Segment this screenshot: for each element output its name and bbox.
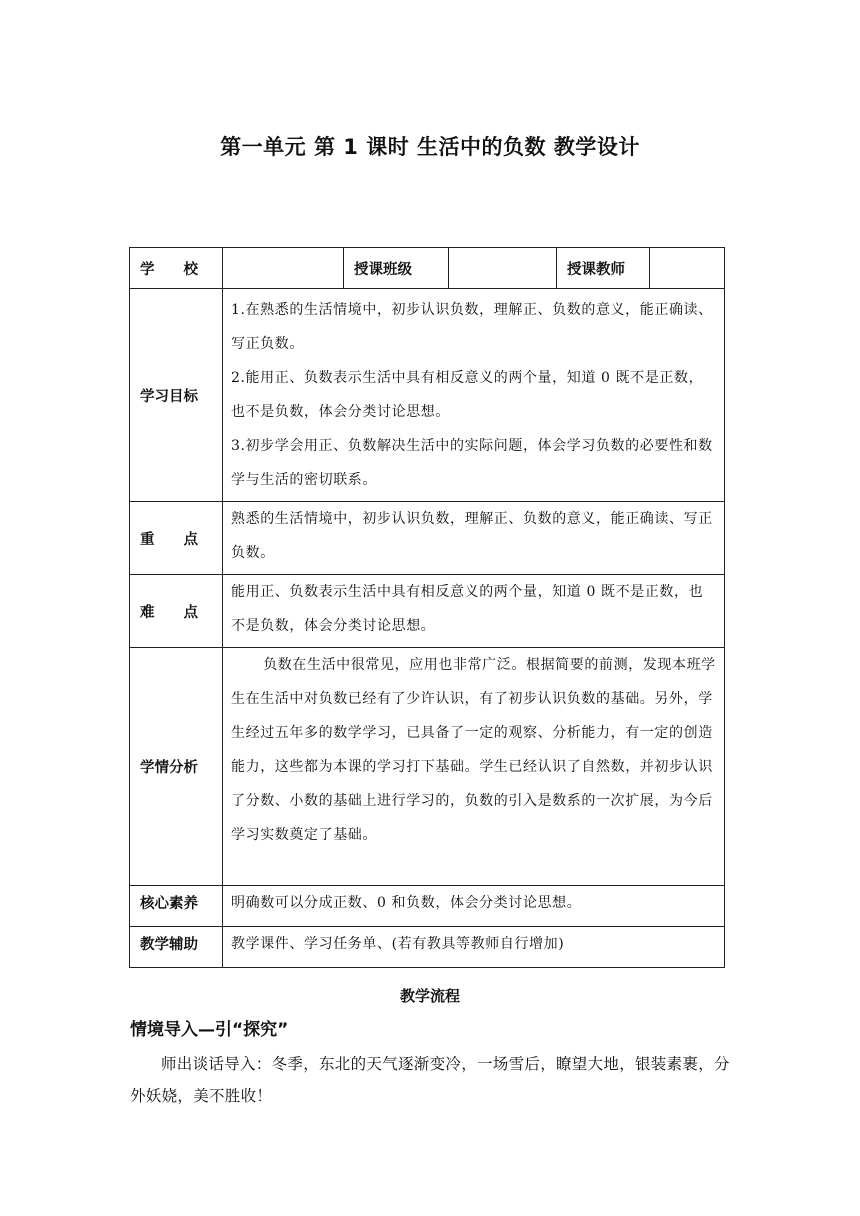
analysis-content-cell	[223, 648, 725, 886]
aids-label-cell	[130, 927, 223, 968]
analysis-text: 负数在生活中很常见，应用也非常广泛。根据简要的前测，发现本班学生在生活中对负数已经有了少许认识，有了初步认识负数的基础。另外，学生经过五年多的数学学习，已具备了一定的观察、分析能力，有一定的创造能力，这些都为本课的学习打下基础。学生已经认识了自然数，并初步认识了分数、小数的基础上进行学习的，负数的引入是数系的一次扩展，为今后学习实数奠定了基础。	[231, 657, 716, 843]
teaching-flow-title: 教学流程	[399, 987, 460, 1005]
key-point-label-char-2: 点	[183, 531, 198, 548]
aids-row	[130, 927, 725, 968]
difficulty-row	[130, 575, 725, 648]
difficulty-content-cell	[223, 575, 725, 648]
aids-text: 教学课件、学习任务单、(若有教具等教师自行增加)	[231, 936, 565, 952]
objective-item-2: 2.能用正、负数表示生活中具有相反意义的两个量，知道 0 既不是正数，也不是负数，体会分类讨论思想。	[231, 370, 704, 420]
key-point-label-char-1: 重	[140, 531, 155, 548]
school-label-char-1: 学	[140, 261, 155, 278]
key-point-content-cell	[223, 502, 725, 575]
intro-paragraph: 师出谈话导入：冬季，东北的天气逐渐变冷，一场雪后，瞭望大地，银装素裹，分外妖娆，美不胜收！	[130, 1055, 730, 1105]
objectives-content-cell	[223, 289, 725, 502]
section-heading: 情境导入—引“探究”	[130, 1020, 289, 1040]
difficulty-label-cell	[130, 575, 223, 648]
objective-item-3: 3.初步学会用正、负数解决生活中的实际问题，体会学习负数的必要性和数学与生活的密切联系。	[231, 438, 713, 488]
objective-item-1: 1.在熟悉的生活情境中，初步认识负数，理解正、负数的意义，能正确读、写正负数。	[231, 302, 713, 352]
class-label-cell	[344, 248, 449, 289]
objectives-row	[130, 289, 725, 502]
objectives-label-cell	[130, 289, 223, 502]
document-title: 第一单元 第 1 课时 生活中的负数 教学设计	[220, 135, 640, 159]
class-value-cell[interactable]	[449, 248, 557, 289]
analysis-label-cell	[130, 648, 223, 886]
header-row	[130, 248, 725, 289]
core-label-cell	[130, 886, 223, 927]
analysis-label: 学情分析	[140, 760, 198, 776]
aids-content-cell	[223, 927, 725, 968]
core-row	[130, 886, 725, 927]
core-text: 明确数可以分成正数、0 和负数，体会分类讨论思想。	[231, 895, 582, 911]
teacher-label-cell	[557, 248, 650, 289]
aids-label: 教学辅助	[140, 937, 198, 953]
key-point-label-cell	[130, 502, 223, 575]
difficulty-label-char-1: 难	[140, 604, 155, 621]
lesson-plan-table	[129, 247, 725, 968]
school-label-char-2: 校	[183, 261, 198, 278]
teacher-label: 授课教师	[567, 261, 625, 278]
objectives-label: 学习目标	[140, 388, 198, 405]
analysis-row	[130, 648, 725, 886]
difficulty-label-char-2: 点	[183, 604, 198, 621]
key-point-row	[130, 502, 725, 575]
difficulty-text: 能用正、负数表示生活中具有相反意义的两个量，知道 0 既不是正数，也不是负数，体会分类讨论思想。	[231, 584, 704, 634]
school-value-cell[interactable]	[223, 248, 344, 289]
core-label: 核心素养	[140, 896, 198, 912]
key-point-text: 熟悉的生活情境中，初步认识负数，理解正、负数的意义，能正确读、写正负数。	[231, 511, 713, 561]
class-label: 授课班级	[354, 261, 412, 278]
teacher-value-cell[interactable]	[650, 248, 725, 289]
core-content-cell	[223, 886, 725, 927]
school-label-cell	[130, 248, 223, 289]
